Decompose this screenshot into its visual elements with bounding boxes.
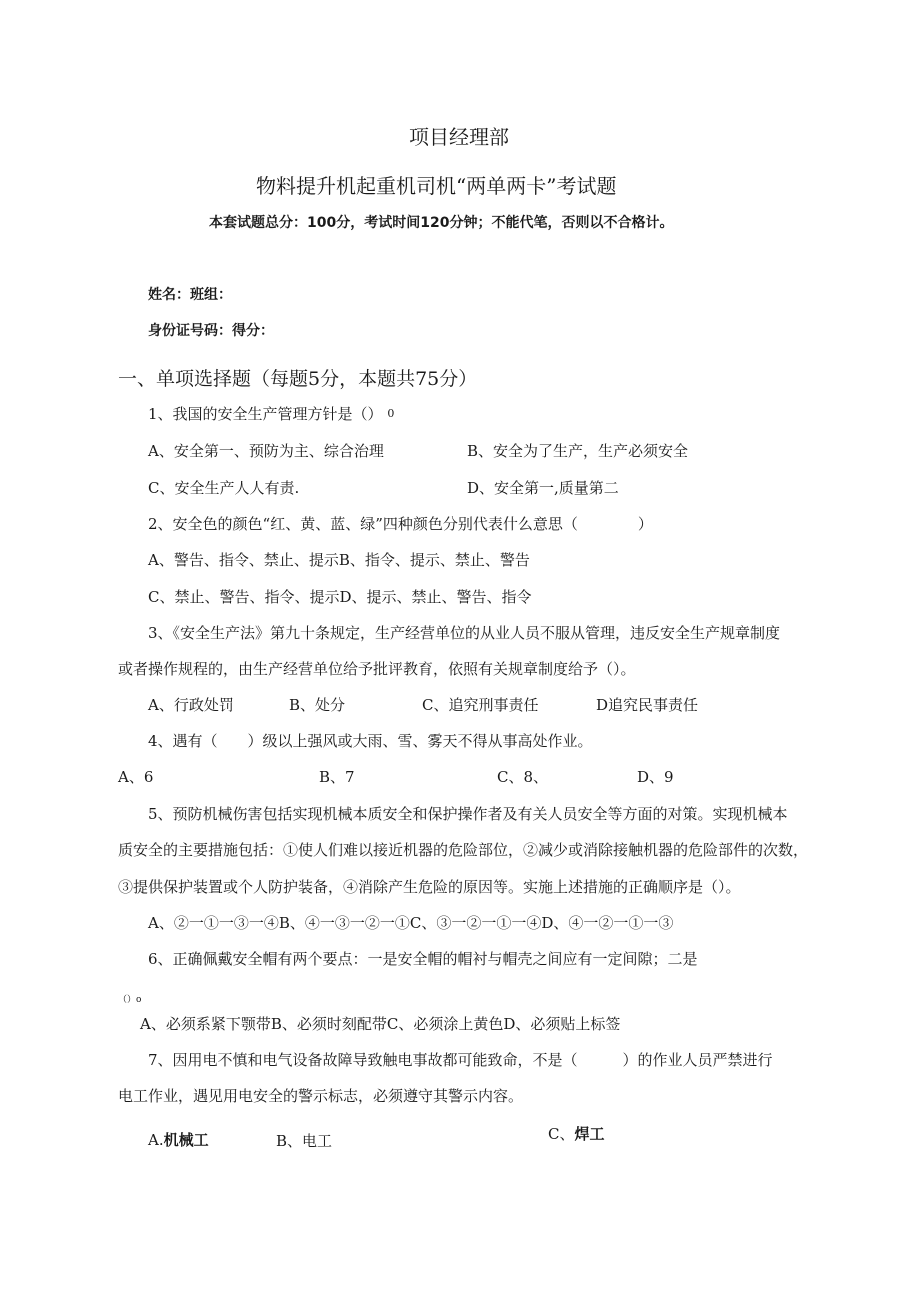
question-1-stem: 1、我国的安全生产管理方针是（） (148, 405, 383, 423)
q4-option-b: B、7 (319, 768, 355, 786)
q7-option-c-text: 焊工 (574, 1125, 605, 1143)
org-title: 项目经理部 (409, 125, 509, 149)
q4-option-d: D、9 (637, 768, 674, 786)
question-2-stem: 2、安全色的颜色“红、黄、蓝、绿”四种颜色分别代表什么意思（ ） (148, 515, 653, 533)
question-3-stem-1: 3、《安全生产法》第九十条规定，生产经营单位的从业人员不服从管理，违反安全生产规章制度 (148, 624, 781, 642)
q1-option-c: C、安全生产人人有责. (148, 479, 300, 497)
q4-option-a: A、6 (118, 768, 154, 786)
question-7-stem-1: 7、因用电不慎和电气设备故障导致触电事故都可能致命，不是（ ）的作业人员严禁进行 (148, 1051, 773, 1069)
q3-option-d: D追究民事责任 (596, 696, 699, 714)
question-5-stem-2: 质安全的主要措施包括：①使人们难以接近机器的危险部位，②减少或消除接触机器的危险部件的次数， (118, 841, 809, 859)
q5-options: A、②一①一③一④B、④一③一②一①C、③一②一①一④D、④一②一①一③ (148, 914, 674, 932)
q3-option-c: C、追究刑事责任 (422, 696, 539, 714)
question-1 (148, 404, 394, 424)
question-6-stem: 6、正确佩戴安全帽有两个要点：一是安全帽的帽衬与帽壳之间应有一定间隙；二是 (148, 950, 698, 968)
q7-option-b: B、电工 (276, 1132, 333, 1150)
q3-option-b: B、处分 (289, 696, 346, 714)
question-4-stem: 4、遇有（ ）级以上强风或大雨、雪、雾天不得从事高处作业。 (148, 732, 593, 750)
q1-option-a: A、安全第一、预防为主、综合治理 (148, 442, 384, 460)
question-1-mark: 0 (387, 407, 395, 420)
q3-option-a: A、行政处罚 (148, 696, 234, 714)
q7-option-a-prefix: A. (148, 1131, 164, 1149)
q7-option-a-text: 机械工 (163, 1131, 209, 1149)
question-3-stem-2: 或者操作规程的，由生产经营单位给予批评教育，依照有关规章制度给予（）。 (118, 660, 636, 678)
q2-options-ab: A、警告、指令、禁止、提示B、指令、提示、禁止、警告 (148, 551, 530, 569)
question-5-stem-1: 5、预防机械伤害包括实现机械本质安全和保护操作者及有关人员安全等方面的对策。实现机械本 (148, 805, 788, 823)
exam-note: 本套试题总分：100分，考试时间120分钟；不能代笔，否则以不合格计。 (209, 215, 674, 231)
question-6-tail: （）o (118, 995, 142, 1005)
q7-option-c-prefix: C、 (548, 1125, 575, 1143)
q6-options: A、必须系紧下颚带B、必须时刻配带C、必须涂上黄色D、必须贴上标签 (140, 1015, 621, 1033)
q7-option-c (548, 1124, 605, 1144)
exam-title: 物料提升机起重机司机“两单两卡”考试题 (256, 174, 617, 198)
q4-option-c: C、8、 (497, 768, 549, 786)
id-score-field: 身份证号码：得分： (148, 323, 274, 339)
q7-option-a (148, 1130, 209, 1150)
name-group-field: 姓名：班组： (148, 287, 232, 303)
q2-options-cd: C、禁止、警告、指令、提示D、提示、禁止、警告、指令 (148, 588, 532, 606)
q1-option-b: B、安全为了生产，生产必须安全 (467, 442, 689, 460)
question-7-stem-2: 电工作业，遇见用电安全的警示标志，必须遵守其警示内容。 (118, 1087, 524, 1105)
section-heading: 一、单项选择题（每题5分，本题共75分） (118, 368, 478, 390)
q1-option-d: D、安全第一,质量第二 (467, 479, 619, 497)
question-5-stem-3: ③提供保护装置或个人防护装备，④消除产生危险的原因等。实施上述措施的正确顺序是（）。 (118, 878, 741, 896)
